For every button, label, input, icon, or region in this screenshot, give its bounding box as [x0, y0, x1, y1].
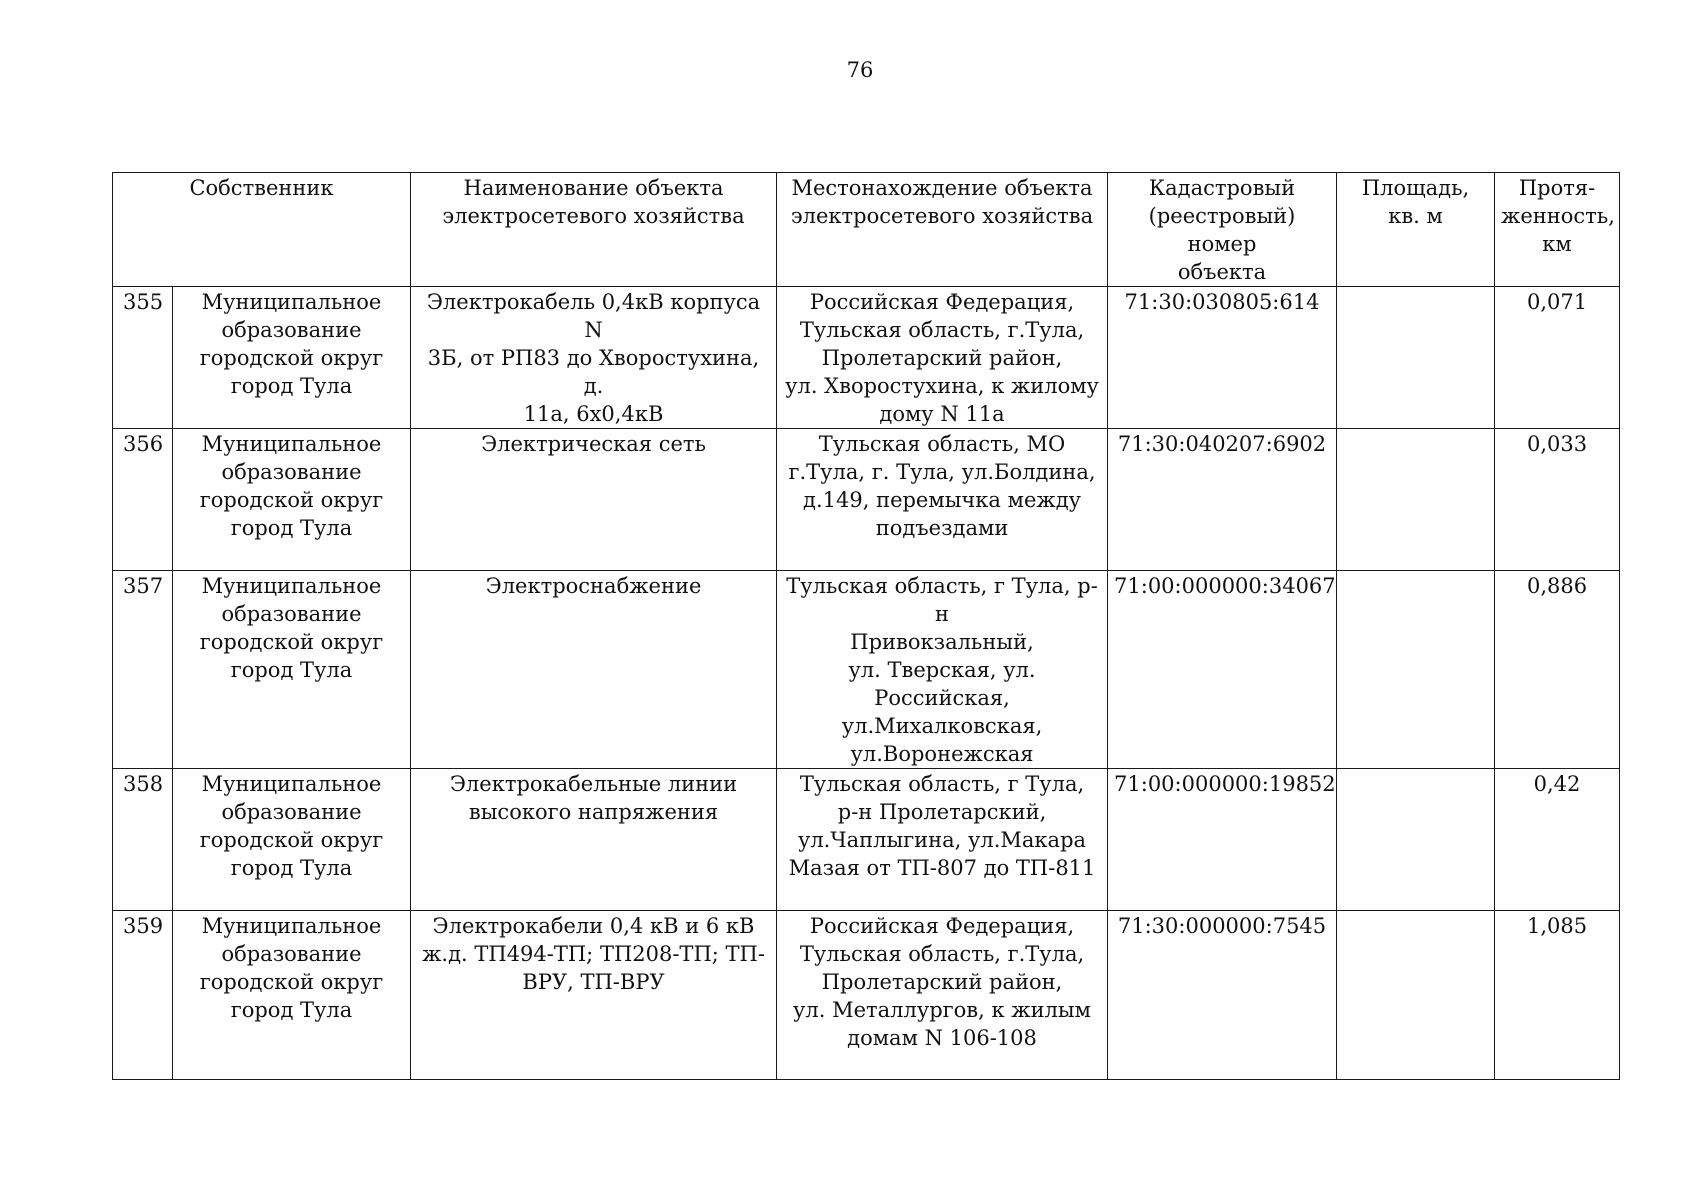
table-row [113, 571, 1620, 769]
location-cell: Тульская область, МО г.Тула, г. Тула, ул.Болдина, д.149, перемычка между подъездами [777, 429, 1108, 571]
owner-cell: Муниципальное образование городской округ город Тула [173, 429, 411, 571]
length-cell: 0,071 [1495, 287, 1620, 429]
object-name-cell: Электроснабжение [411, 571, 777, 769]
header-name: Наименование объекта электросетевого хозяйства [411, 173, 777, 287]
header-owner: Собственник [113, 173, 411, 287]
row-number: 357 [113, 571, 173, 769]
row-number: 358 [113, 769, 173, 911]
location-cell: Российская Федерация, Тульская область, г.Тула, Пролетарский район, ул. Хворостухина, к жилому дому N 11а [777, 287, 1108, 429]
location-cell: Тульская область, г Тула, р-н Привокзальный, ул. Тверская, ул. Российская, ул.Михалковская, ул.Воронежская [777, 571, 1108, 769]
cadastral-cell: 71:00:000000:19852 [1108, 769, 1337, 911]
header-cadastral: Кадастровый (реестровый) номер объекта [1108, 173, 1337, 287]
page-number: 76 [846, 58, 874, 82]
location-cell: Российская Федерация, Тульская область, г.Тула, Пролетарский район, ул. Металлургов, к жилым домам N 106-108 [777, 911, 1108, 1080]
location-cell: Тульская область, г Тула, р-н Пролетарский, ул.Чаплыгина, ул.Макара Мазая от ТП-807 до ТП-811 [777, 769, 1108, 911]
row-number: 356 [113, 429, 173, 571]
table-row [113, 769, 1620, 911]
header-row [113, 173, 1620, 287]
owner-cell: Муниципальное образование городской округ город Тула [173, 287, 411, 429]
area-cell [1337, 911, 1495, 1080]
length-cell: 0,886 [1495, 571, 1620, 769]
length-cell: 0,42 [1495, 769, 1620, 911]
row-number: 359 [113, 911, 173, 1080]
row-number: 355 [113, 287, 173, 429]
header-area: Площадь, кв. м [1337, 173, 1495, 287]
owner-cell: Муниципальное образование городской округ город Тула [173, 769, 411, 911]
header-location: Местонахождение объекта электросетевого хозяйства [777, 173, 1108, 287]
cadastral-cell: 71:30:030805:614 [1108, 287, 1337, 429]
owner-cell: Муниципальное образование городской округ город Тула [173, 911, 411, 1080]
area-cell [1337, 429, 1495, 571]
length-cell: 0,033 [1495, 429, 1620, 571]
object-name-cell: Электрокабельные линии высокого напряжения [411, 769, 777, 911]
area-cell [1337, 287, 1495, 429]
area-cell [1337, 769, 1495, 911]
table-row [113, 911, 1620, 1080]
cadastral-cell: 71:00:000000:34067 [1108, 571, 1337, 769]
table-row [113, 429, 1620, 571]
table-row [113, 287, 1620, 429]
cadastral-cell: 71:30:040207:6902 [1108, 429, 1337, 571]
object-name-cell: Электрокабель 0,4кВ корпуса N 3Б, от РП83 до Хворостухина, д. 11а, 6х0,4кВ [411, 287, 777, 429]
area-cell [1337, 571, 1495, 769]
object-name-cell: Электрокабели 0,4 кВ и 6 кВ ж.д. ТП494-ТП; ТП208-ТП; ТП- ВРУ, ТП-ВРУ [411, 911, 777, 1080]
registry-table [112, 172, 1620, 1080]
cadastral-cell: 71:30:000000:7545 [1108, 911, 1337, 1080]
object-name-cell: Электрическая сеть [411, 429, 777, 571]
owner-cell: Муниципальное образование городской округ город Тула [173, 571, 411, 769]
header-length: Протя- женность, км [1495, 173, 1620, 287]
length-cell: 1,085 [1495, 911, 1620, 1080]
